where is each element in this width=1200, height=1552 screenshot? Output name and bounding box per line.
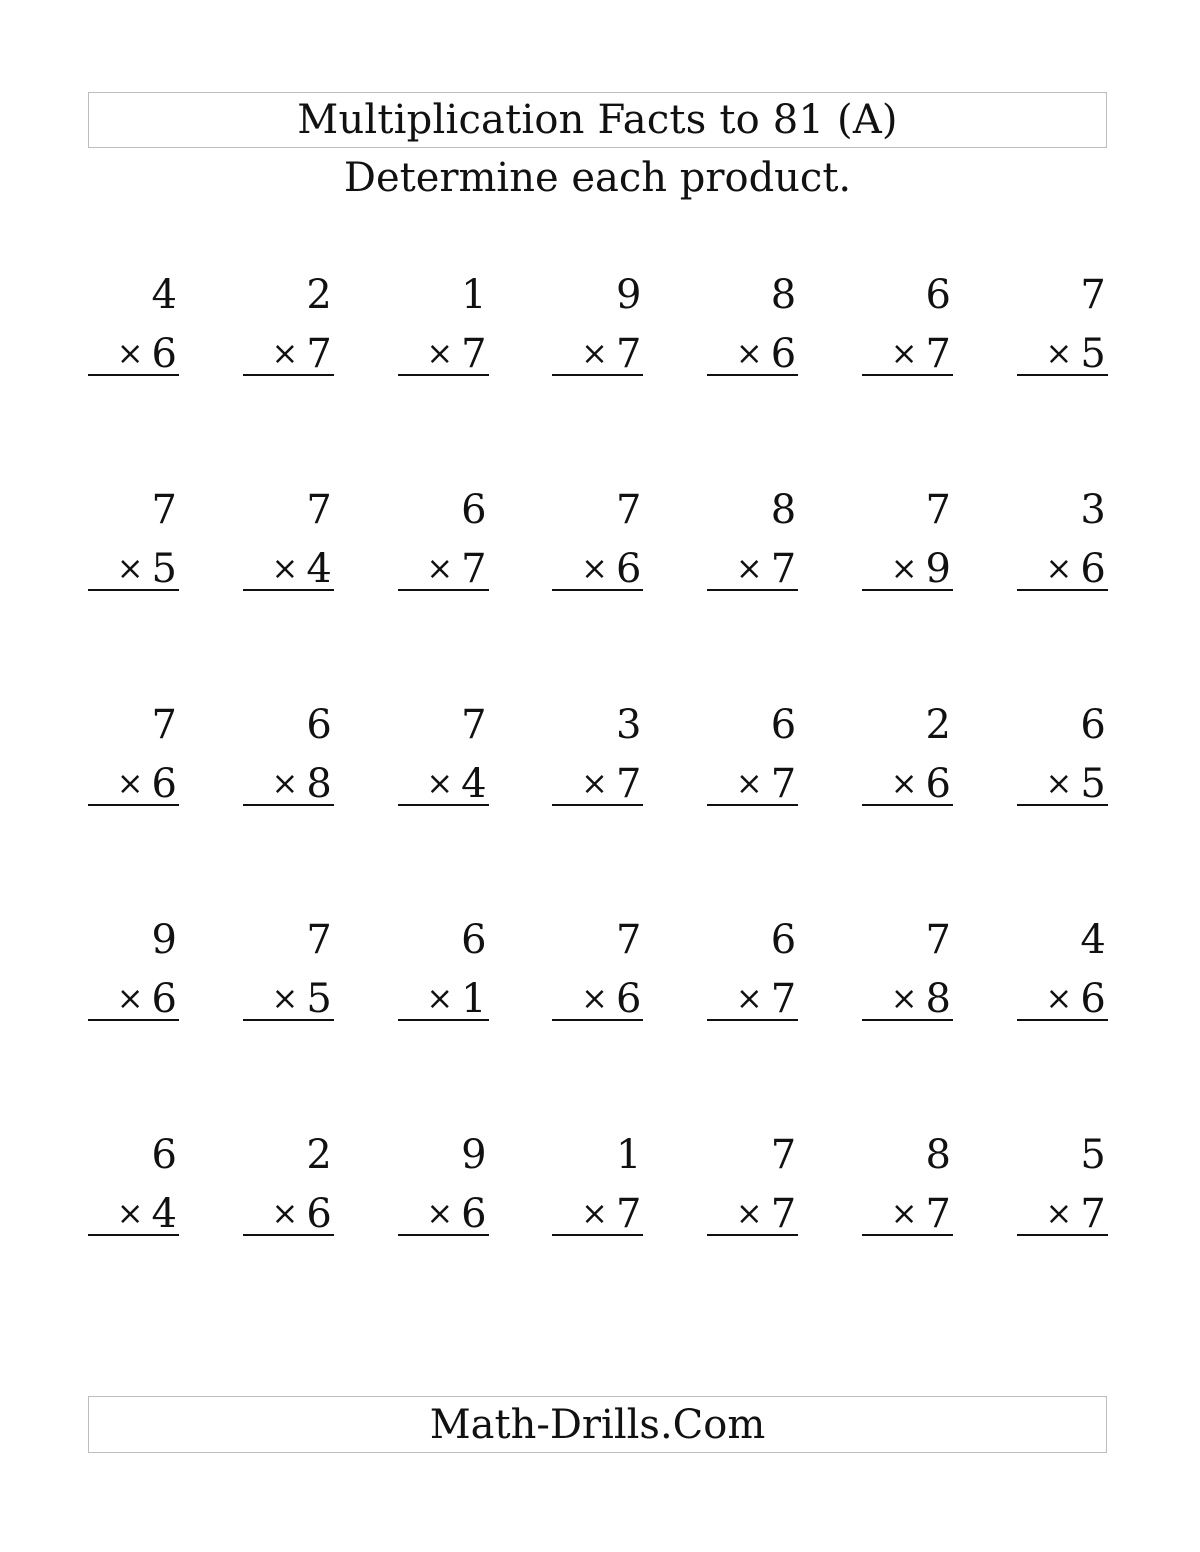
multiply-sign: × [426, 764, 454, 802]
answer-line [1017, 1234, 1108, 1236]
multiplier-line [272, 758, 332, 809]
problem-grid [88, 270, 1108, 1236]
answer-line [243, 1019, 334, 1021]
multiplicand: 6 [151, 1132, 177, 1178]
problem-18 [552, 700, 643, 806]
problem-15 [88, 700, 179, 806]
multiplier-line [272, 973, 332, 1024]
multiplier-line [117, 973, 177, 1024]
multiplier: 7 [615, 1191, 642, 1237]
problem-32 [552, 1130, 643, 1236]
answer-line [243, 374, 334, 376]
multiply-sign: × [1045, 334, 1073, 372]
worksheet-instruction: Determine each product. [343, 155, 852, 201]
multiplier: 6 [151, 761, 177, 807]
answer-line [862, 1234, 953, 1236]
multiply-sign: × [116, 549, 144, 587]
multiplier-line [117, 328, 177, 379]
multiplier-line [117, 1188, 177, 1239]
multiply-sign: × [271, 1194, 299, 1232]
answer-line [88, 804, 179, 806]
multiply-sign: × [271, 334, 299, 372]
problem-10 [398, 485, 489, 591]
multiplier: 6 [151, 976, 177, 1022]
multiplier: 6 [615, 546, 642, 592]
answer-line [398, 804, 489, 806]
answer-line [243, 589, 334, 591]
answer-line [552, 1234, 643, 1236]
multiplier-line [736, 328, 796, 379]
answer-line [552, 1019, 643, 1021]
multiplier-line [1046, 543, 1106, 594]
multiplier: 7 [306, 331, 332, 377]
multiply-sign: × [581, 334, 608, 372]
multiplier: 5 [151, 546, 177, 592]
multiplicand: 7 [615, 917, 642, 963]
problem-3 [398, 270, 489, 376]
answer-line [707, 1019, 798, 1021]
problem-22 [88, 915, 179, 1021]
multiplier-line [1046, 328, 1106, 379]
multiplicand: 6 [770, 702, 797, 748]
multiplicand: 7 [306, 917, 332, 963]
multiplicand: 6 [770, 917, 797, 963]
multiplicand: 7 [770, 1132, 797, 1178]
problem-4 [552, 270, 643, 376]
multiplicand: 4 [151, 272, 177, 318]
problem-5 [707, 270, 798, 376]
problem-30 [243, 1130, 334, 1236]
multiply-sign: × [735, 334, 763, 372]
answer-line [707, 1234, 798, 1236]
multiplier-line [581, 973, 641, 1024]
answer-line [243, 1234, 334, 1236]
multiply-sign: × [581, 1194, 608, 1232]
multiplier: 5 [1080, 761, 1106, 807]
answer-line [552, 804, 643, 806]
multiplier-line [736, 1188, 796, 1239]
multiplier: 9 [925, 546, 951, 592]
multiplier: 6 [770, 331, 797, 377]
footer-site-name: Math-Drills.Com [429, 1401, 766, 1448]
multiplicand: 3 [615, 702, 642, 748]
multiplicand: 6 [461, 917, 487, 963]
problem-7 [1017, 270, 1108, 376]
multiplier-line [426, 758, 486, 809]
multiplier: 4 [461, 761, 487, 807]
multiplier: 6 [151, 331, 177, 377]
multiplier: 7 [615, 331, 642, 377]
multiplier: 6 [306, 1191, 332, 1237]
problem-1 [88, 270, 179, 376]
multiply-sign: × [735, 979, 763, 1017]
answer-line [88, 1234, 179, 1236]
problem-20 [862, 700, 953, 806]
problem-29 [88, 1130, 179, 1236]
answer-line [398, 1234, 489, 1236]
multiplicand: 6 [306, 702, 332, 748]
multiply-sign: × [1045, 979, 1073, 1017]
problem-34 [862, 1130, 953, 1236]
problem-14 [1017, 485, 1108, 591]
multiplier-line [272, 328, 332, 379]
answer-line [552, 374, 643, 376]
problem-31 [398, 1130, 489, 1236]
problem-26 [707, 915, 798, 1021]
multiplier: 7 [770, 976, 797, 1022]
multiply-sign: × [735, 1194, 763, 1232]
multiplicand: 2 [306, 272, 332, 318]
answer-line [707, 804, 798, 806]
multiplier: 8 [925, 976, 951, 1022]
multiply-sign: × [426, 334, 454, 372]
multiply-sign: × [735, 764, 763, 802]
multiply-sign: × [581, 549, 608, 587]
answer-line [707, 374, 798, 376]
multiply-sign: × [116, 334, 144, 372]
problem-33 [707, 1130, 798, 1236]
multiplicand: 7 [925, 487, 951, 533]
multiply-sign: × [426, 549, 454, 587]
answer-line [862, 1019, 953, 1021]
multiplier-line [891, 328, 951, 379]
multiply-sign: × [890, 764, 918, 802]
problem-28 [1017, 915, 1108, 1021]
multiply-sign: × [116, 1194, 144, 1232]
multiply-sign: × [116, 764, 144, 802]
multiplicand: 8 [770, 272, 797, 318]
multiplier-line [426, 543, 486, 594]
multiplier: 7 [461, 331, 487, 377]
multiplier-line [581, 758, 641, 809]
multiply-sign: × [1045, 764, 1073, 802]
multiplicand: 7 [615, 487, 642, 533]
multiplier-line [891, 973, 951, 1024]
multiplier: 7 [615, 761, 642, 807]
multiplier: 5 [1080, 331, 1106, 377]
multiplier-line [581, 1188, 641, 1239]
multiplier: 7 [770, 761, 797, 807]
problem-9 [243, 485, 334, 591]
multiply-sign: × [271, 979, 299, 1017]
multiplier: 7 [770, 1191, 797, 1237]
multiplicand: 7 [306, 487, 332, 533]
multiply-sign: × [271, 549, 299, 587]
multiplicand: 7 [1080, 272, 1106, 318]
multiplicand: 7 [151, 487, 177, 533]
problem-11 [552, 485, 643, 591]
multiply-sign: × [1045, 1194, 1073, 1232]
worksheet-title: Multiplication Facts to 81 (A) [297, 97, 898, 143]
multiplier-line [1046, 973, 1106, 1024]
answer-line [552, 589, 643, 591]
multiplier: 6 [925, 761, 951, 807]
multiplicand: 2 [925, 702, 951, 748]
multiply-sign: × [271, 764, 299, 802]
multiplier: 4 [151, 1191, 177, 1237]
multiplier-line [891, 758, 951, 809]
problem-8 [88, 485, 179, 591]
multiplier-line [426, 1188, 486, 1239]
multiplier: 8 [306, 761, 332, 807]
answer-line [88, 589, 179, 591]
problem-16 [243, 700, 334, 806]
multiply-sign: × [890, 1194, 918, 1232]
multiplicand: 6 [461, 487, 487, 533]
multiply-sign: × [581, 764, 608, 802]
multiply-sign: × [1045, 549, 1073, 587]
multiplicand: 7 [925, 917, 951, 963]
multiply-sign: × [890, 334, 918, 372]
multiplicand: 2 [306, 1132, 332, 1178]
problem-21 [1017, 700, 1108, 806]
problem-23 [243, 915, 334, 1021]
multiplier-line [1046, 1188, 1106, 1239]
worksheet-title-box [88, 92, 1107, 148]
answer-line [88, 374, 179, 376]
multiplier: 5 [306, 976, 332, 1022]
answer-line [862, 589, 953, 591]
multiplier-line [891, 543, 951, 594]
problem-35 [1017, 1130, 1108, 1236]
multiplier-line [891, 1188, 951, 1239]
multiplier: 4 [306, 546, 332, 592]
multiplier-line [272, 543, 332, 594]
multiplicand: 8 [770, 487, 797, 533]
answer-line [1017, 1019, 1108, 1021]
multiplier: 7 [925, 1191, 951, 1237]
multiplicand: 4 [1080, 917, 1106, 963]
multiplier-line [581, 328, 641, 379]
multiplier: 7 [770, 546, 797, 592]
answer-line [707, 589, 798, 591]
multiplicand: 6 [925, 272, 951, 318]
multiplier: 7 [1080, 1191, 1106, 1237]
answer-line [88, 1019, 179, 1021]
multiplicand: 5 [1080, 1132, 1106, 1178]
multiply-sign: × [735, 549, 763, 587]
problem-12 [707, 485, 798, 591]
multiplicand: 6 [1080, 702, 1106, 748]
answer-line [398, 374, 489, 376]
multiplier-line [117, 758, 177, 809]
multiplier: 7 [925, 331, 951, 377]
multiplier-line [1046, 758, 1106, 809]
multiplier: 6 [461, 1191, 487, 1237]
multiply-sign: × [581, 979, 608, 1017]
multiplier-line [272, 1188, 332, 1239]
multiplier-line [426, 328, 486, 379]
multiply-sign: × [890, 549, 918, 587]
multiplier: 1 [461, 976, 487, 1022]
problem-19 [707, 700, 798, 806]
multiplicand: 7 [151, 702, 177, 748]
problem-13 [862, 485, 953, 591]
multiplicand: 7 [461, 702, 487, 748]
multiplier-line [736, 758, 796, 809]
multiplicand: 3 [1080, 487, 1106, 533]
multiplier-line [581, 543, 641, 594]
answer-line [1017, 804, 1108, 806]
multiplier: 7 [461, 546, 487, 592]
multiplicand: 9 [461, 1132, 487, 1178]
problem-27 [862, 915, 953, 1021]
multiplier: 6 [615, 976, 642, 1022]
problem-24 [398, 915, 489, 1021]
multiplicand: 1 [615, 1132, 642, 1178]
answer-line [398, 589, 489, 591]
multiplier: 6 [1080, 976, 1106, 1022]
problem-25 [552, 915, 643, 1021]
answer-line [1017, 374, 1108, 376]
multiplier-line [426, 973, 486, 1024]
problem-17 [398, 700, 489, 806]
problem-2 [243, 270, 334, 376]
footer-box [88, 1396, 1107, 1453]
multiply-sign: × [426, 979, 454, 1017]
answer-line [1017, 589, 1108, 591]
problem-6 [862, 270, 953, 376]
answer-line [243, 804, 334, 806]
multiply-sign: × [116, 979, 144, 1017]
answer-line [862, 804, 953, 806]
multiplicand: 9 [615, 272, 642, 318]
multiplier: 6 [1080, 546, 1106, 592]
multiplicand: 9 [151, 917, 177, 963]
multiply-sign: × [426, 1194, 454, 1232]
multiplicand: 1 [461, 272, 487, 318]
multiplicand: 8 [925, 1132, 951, 1178]
multiplier-line [736, 543, 796, 594]
multiply-sign: × [890, 979, 918, 1017]
multiplier-line [117, 543, 177, 594]
answer-line [398, 1019, 489, 1021]
multiplier-line [736, 973, 796, 1024]
answer-line [862, 374, 953, 376]
